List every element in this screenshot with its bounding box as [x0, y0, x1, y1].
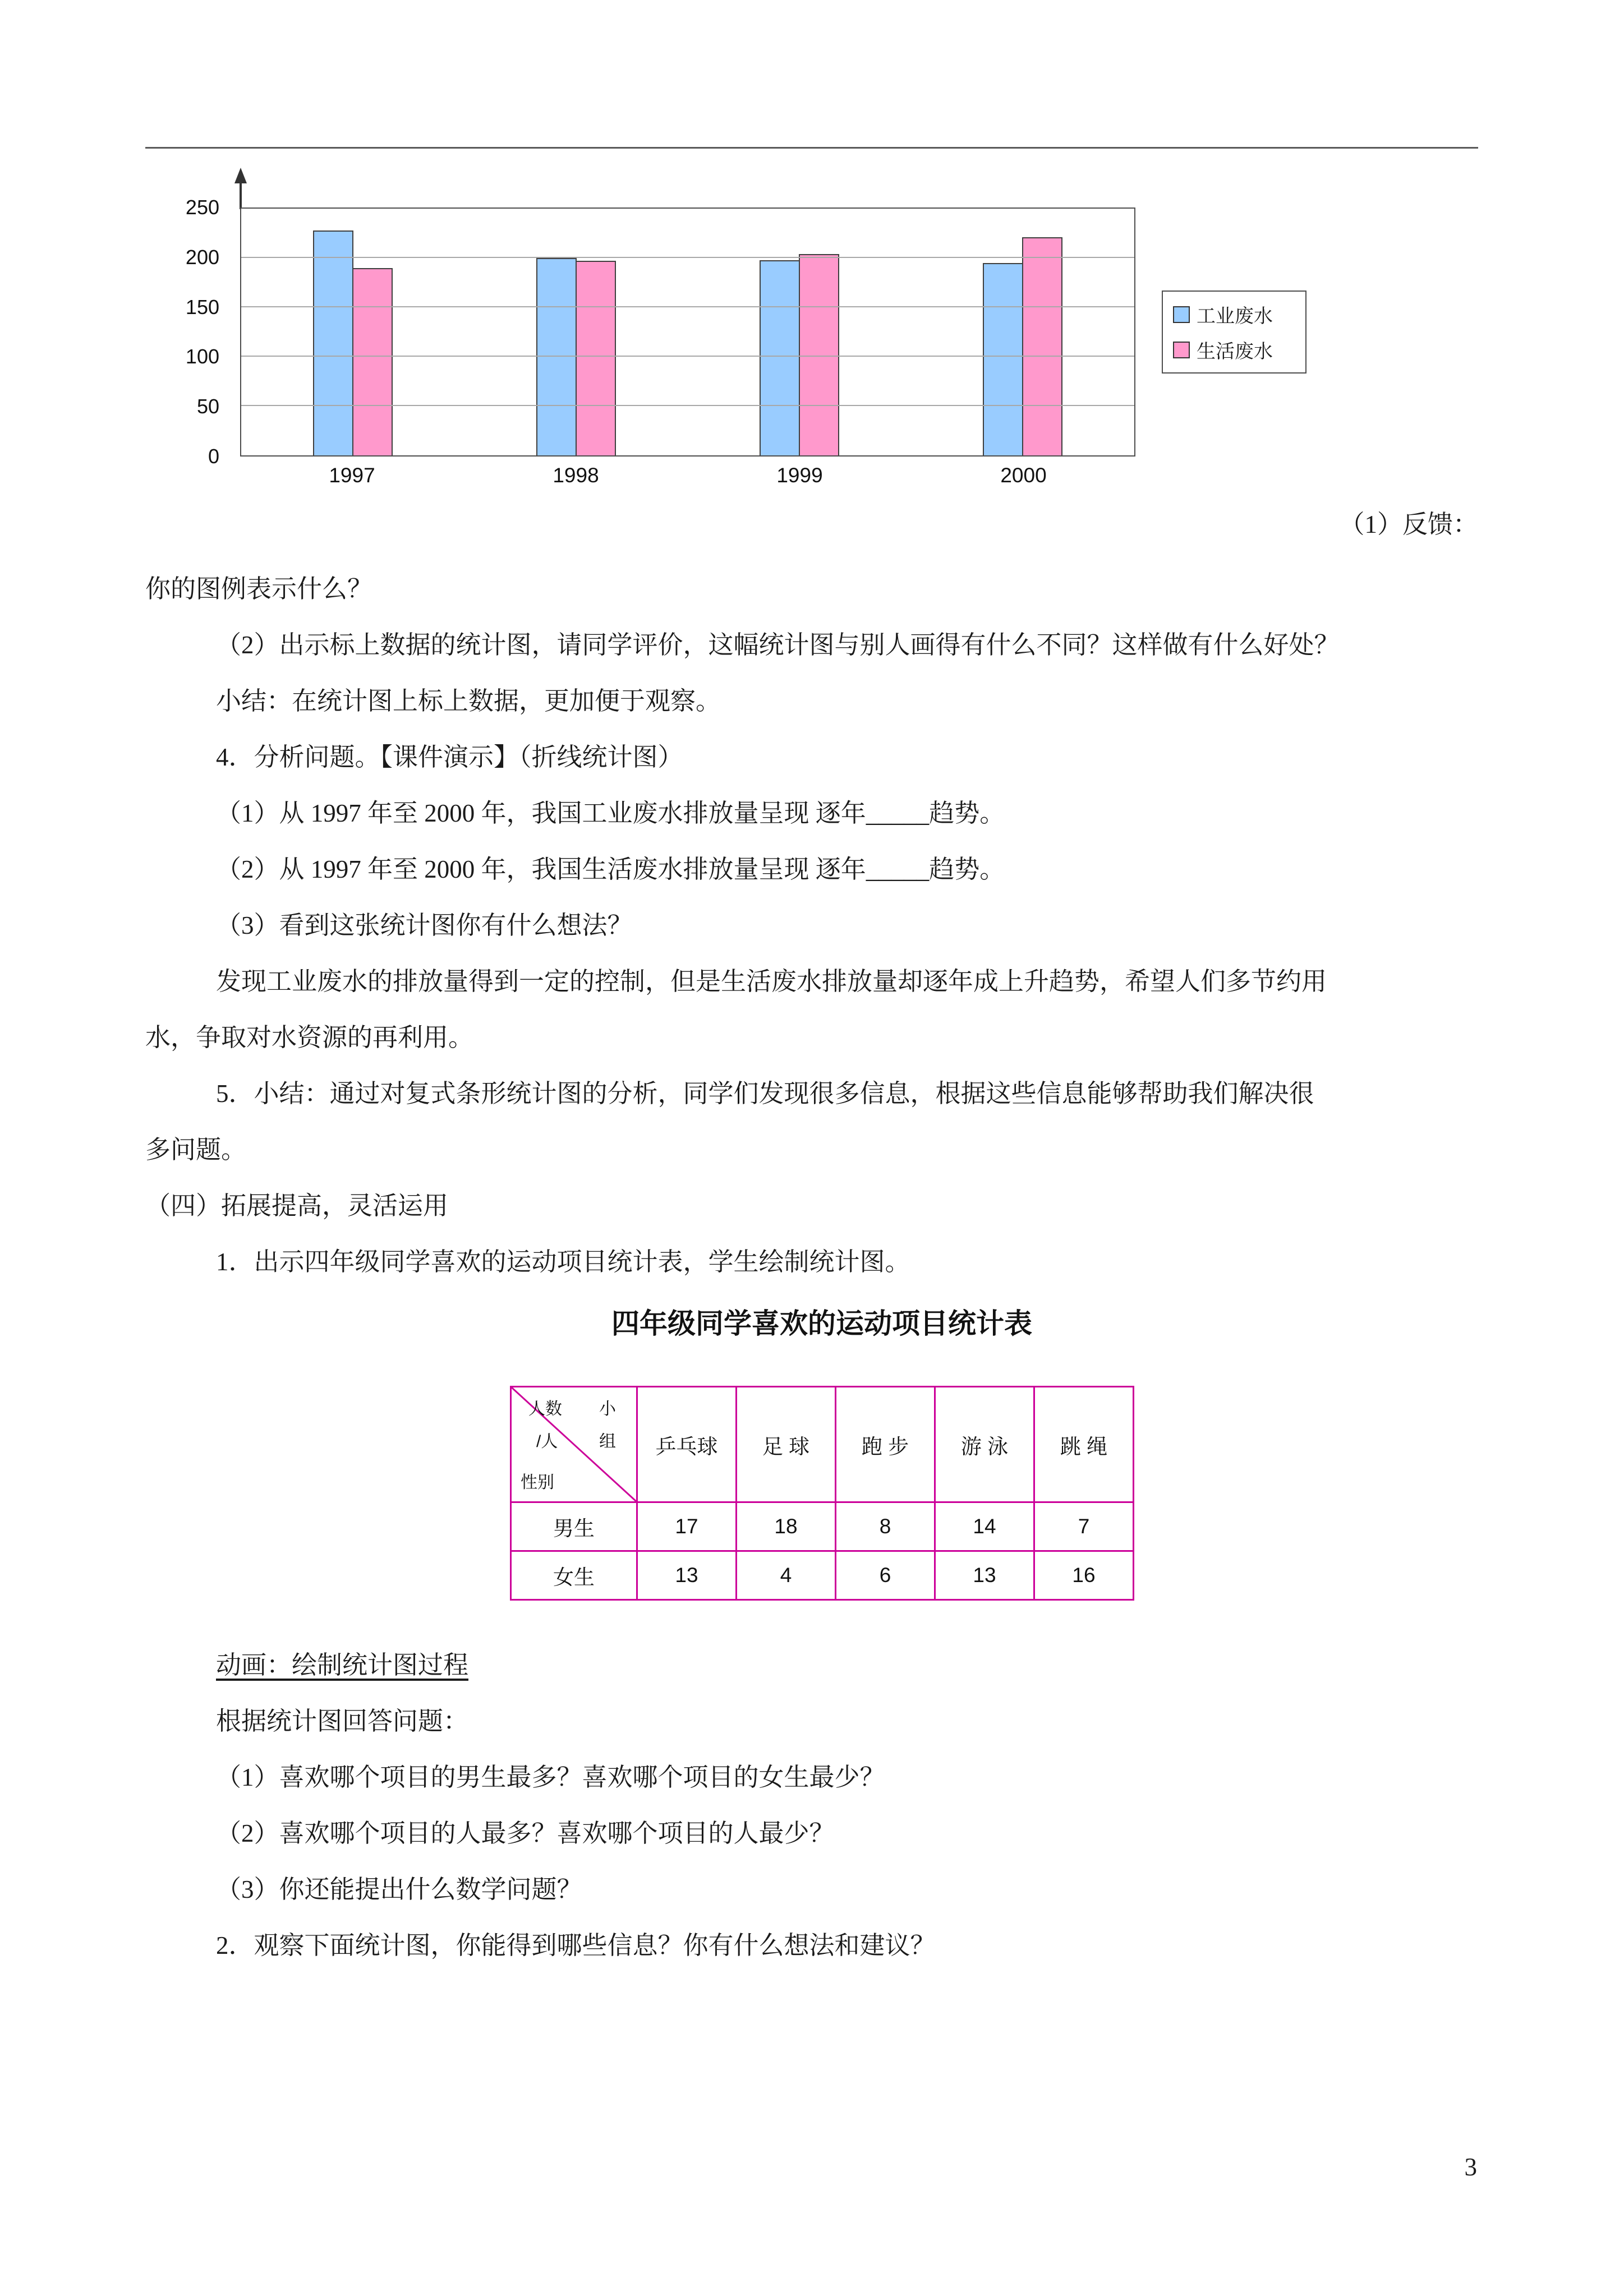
- table-cell: 13: [637, 1551, 737, 1600]
- legend-swatch-industrial: [1173, 306, 1190, 323]
- bar: [760, 260, 800, 455]
- table-cell: 13: [935, 1551, 1034, 1600]
- row-header-boys: 男生: [511, 1502, 637, 1551]
- sports-table-section: [510, 1294, 1134, 1601]
- table-cell: 4: [737, 1551, 836, 1600]
- bar: [536, 258, 577, 455]
- bar-group-1999: [688, 209, 911, 455]
- x-axis-labels: [240, 464, 1135, 487]
- legend-label-domestic: 生活废水: [1197, 341, 1273, 362]
- column-header-rope: 跳 绳: [1034, 1387, 1134, 1502]
- chart-groups: [241, 209, 1134, 455]
- column-header-running: 跑 步: [836, 1387, 935, 1502]
- bar: [352, 268, 393, 455]
- x-tick-label: 1997: [329, 464, 375, 487]
- paragraph-line: （2）从 1997 年至 2000 年，我国生活废水排放量呈现 逐年_____趋势。: [216, 855, 1005, 883]
- table-row-boys: [511, 1502, 1134, 1551]
- paragraph-line: （1）从 1997 年至 2000 年，我国工业废水排放量呈现 逐年_____趋势。: [216, 799, 1005, 827]
- legend-entry-domestic: [1173, 336, 1295, 363]
- gridline: [241, 405, 1134, 406]
- gridline: [241, 306, 1134, 307]
- paragraph-line: （1）喜欢哪个项目的男生最多？喜欢哪个项目的女生最少？: [216, 1763, 885, 1791]
- legend-label-industrial: 工业废水: [1197, 306, 1273, 327]
- table-row-girls: [511, 1551, 1134, 1600]
- table-cell: 6: [836, 1551, 935, 1600]
- y-tick-label: 100: [185, 345, 219, 368]
- paragraph-line: 发现工业废水的排放量得到一定的控制，但是生活废水排放量却逐年成上升趋势，希望人们多节约用: [216, 967, 1327, 995]
- corner-unit-top: 人数: [528, 1400, 562, 1418]
- table-cell: 14: [935, 1502, 1034, 1551]
- page-content: [145, 0, 1478, 1974]
- gridline: [241, 356, 1134, 357]
- table-cell: 17: [637, 1502, 737, 1551]
- paragraph-line: （2）出示标上数据的统计图，请同学评价，这幅统计图与别人画得有什么不同？这样做有什么好处？: [216, 631, 1340, 659]
- table-cell: 18: [737, 1502, 836, 1551]
- column-header-pingpong: 乒乓球: [637, 1387, 737, 1502]
- sports-table: [510, 1386, 1134, 1601]
- page-number: 3: [1464, 2153, 1477, 2181]
- paragraph-line: （2）喜欢哪个项目的人最多？喜欢哪个项目的人最少？: [216, 1819, 835, 1847]
- paragraph-line: 你的图例表示什么？: [145, 575, 373, 603]
- legend-entry-industrial: [1173, 301, 1295, 328]
- corner-unit-bottom: /人: [536, 1432, 558, 1451]
- bar: [1022, 237, 1062, 455]
- table-cell: 16: [1034, 1551, 1134, 1600]
- table-cell: 8: [836, 1502, 935, 1551]
- chart-plot: [240, 208, 1135, 457]
- paragraph-line: 5．小结：通过对复式条形统计图的分析，同学们发现很多信息，根据这些信息能够帮助我们解决很: [216, 1080, 1314, 1108]
- x-tick-label: 1999: [776, 464, 823, 487]
- corner-col-label-bottom: 组: [599, 1432, 616, 1451]
- y-tick-label: 250: [185, 196, 219, 219]
- y-tick-label: 200: [185, 245, 219, 269]
- chart-legend: [1162, 291, 1306, 374]
- paragraph-line: （3）看到这张统计图你有什么想法？: [216, 911, 633, 939]
- table-cell: 7: [1034, 1502, 1134, 1551]
- column-header-swimming: 游 泳: [935, 1387, 1034, 1502]
- y-tick-label: 0: [208, 445, 219, 468]
- bar-group-1997: [241, 209, 464, 455]
- feedback-label: （1）反馈：: [1339, 510, 1478, 538]
- y-axis-line: [240, 181, 242, 209]
- paragraph-line: 小结：在统计图上标上数据，更加便于观察。: [216, 687, 721, 715]
- bar-group-2000: [911, 209, 1134, 455]
- bar: [313, 230, 353, 455]
- paragraph-line: （3）你还能提出什么数学问题？: [216, 1875, 582, 1903]
- table-corner-cell: [511, 1387, 637, 1502]
- wastewater-bar-chart: [145, 149, 1478, 496]
- corner-row-label: 性别: [521, 1473, 554, 1492]
- paragraph-line: 2．观察下面统计图，你能得到哪些信息？你有什么想法和建议？: [216, 1931, 936, 1960]
- x-tick-label: 2000: [1000, 464, 1047, 487]
- column-header-soccer: 足 球: [737, 1387, 836, 1502]
- y-tick-label: 150: [185, 295, 219, 319]
- x-tick-label: 1998: [553, 464, 599, 487]
- bar: [576, 261, 616, 455]
- animation-caption: 动画：绘制统计图过程: [216, 1651, 469, 1679]
- paragraph-line: 水，争取对水资源的再利用。: [145, 1023, 474, 1052]
- paragraph-line: 根据统计图回答问题：: [216, 1707, 469, 1735]
- row-header-girls: 女生: [511, 1551, 637, 1600]
- corner-col-label-top: 小: [599, 1400, 616, 1418]
- body-text-block: [145, 561, 1478, 1290]
- legend-swatch-domestic: [1173, 342, 1190, 358]
- questions-text-block: [145, 1637, 1478, 1974]
- paragraph-line: 1．出示四年级同学喜欢的运动项目统计表，学生绘制统计图。: [216, 1248, 910, 1276]
- sports-table-title: 四年级同学喜欢的运动项目统计表: [611, 1308, 1032, 1339]
- section-heading: （四）拓展提高，灵活运用: [145, 1192, 449, 1220]
- gridline: [241, 257, 1134, 258]
- y-tick-label: 50: [196, 395, 219, 418]
- y-axis-labels: [145, 196, 229, 468]
- table-header-row: [511, 1387, 1134, 1502]
- bar-group-1998: [464, 209, 688, 455]
- bar: [983, 263, 1023, 455]
- paragraph-line: 4．分析问题。【课件演示】（折线统计图）: [216, 743, 683, 771]
- paragraph-line: 多问题。: [145, 1136, 247, 1164]
- bar: [799, 254, 839, 455]
